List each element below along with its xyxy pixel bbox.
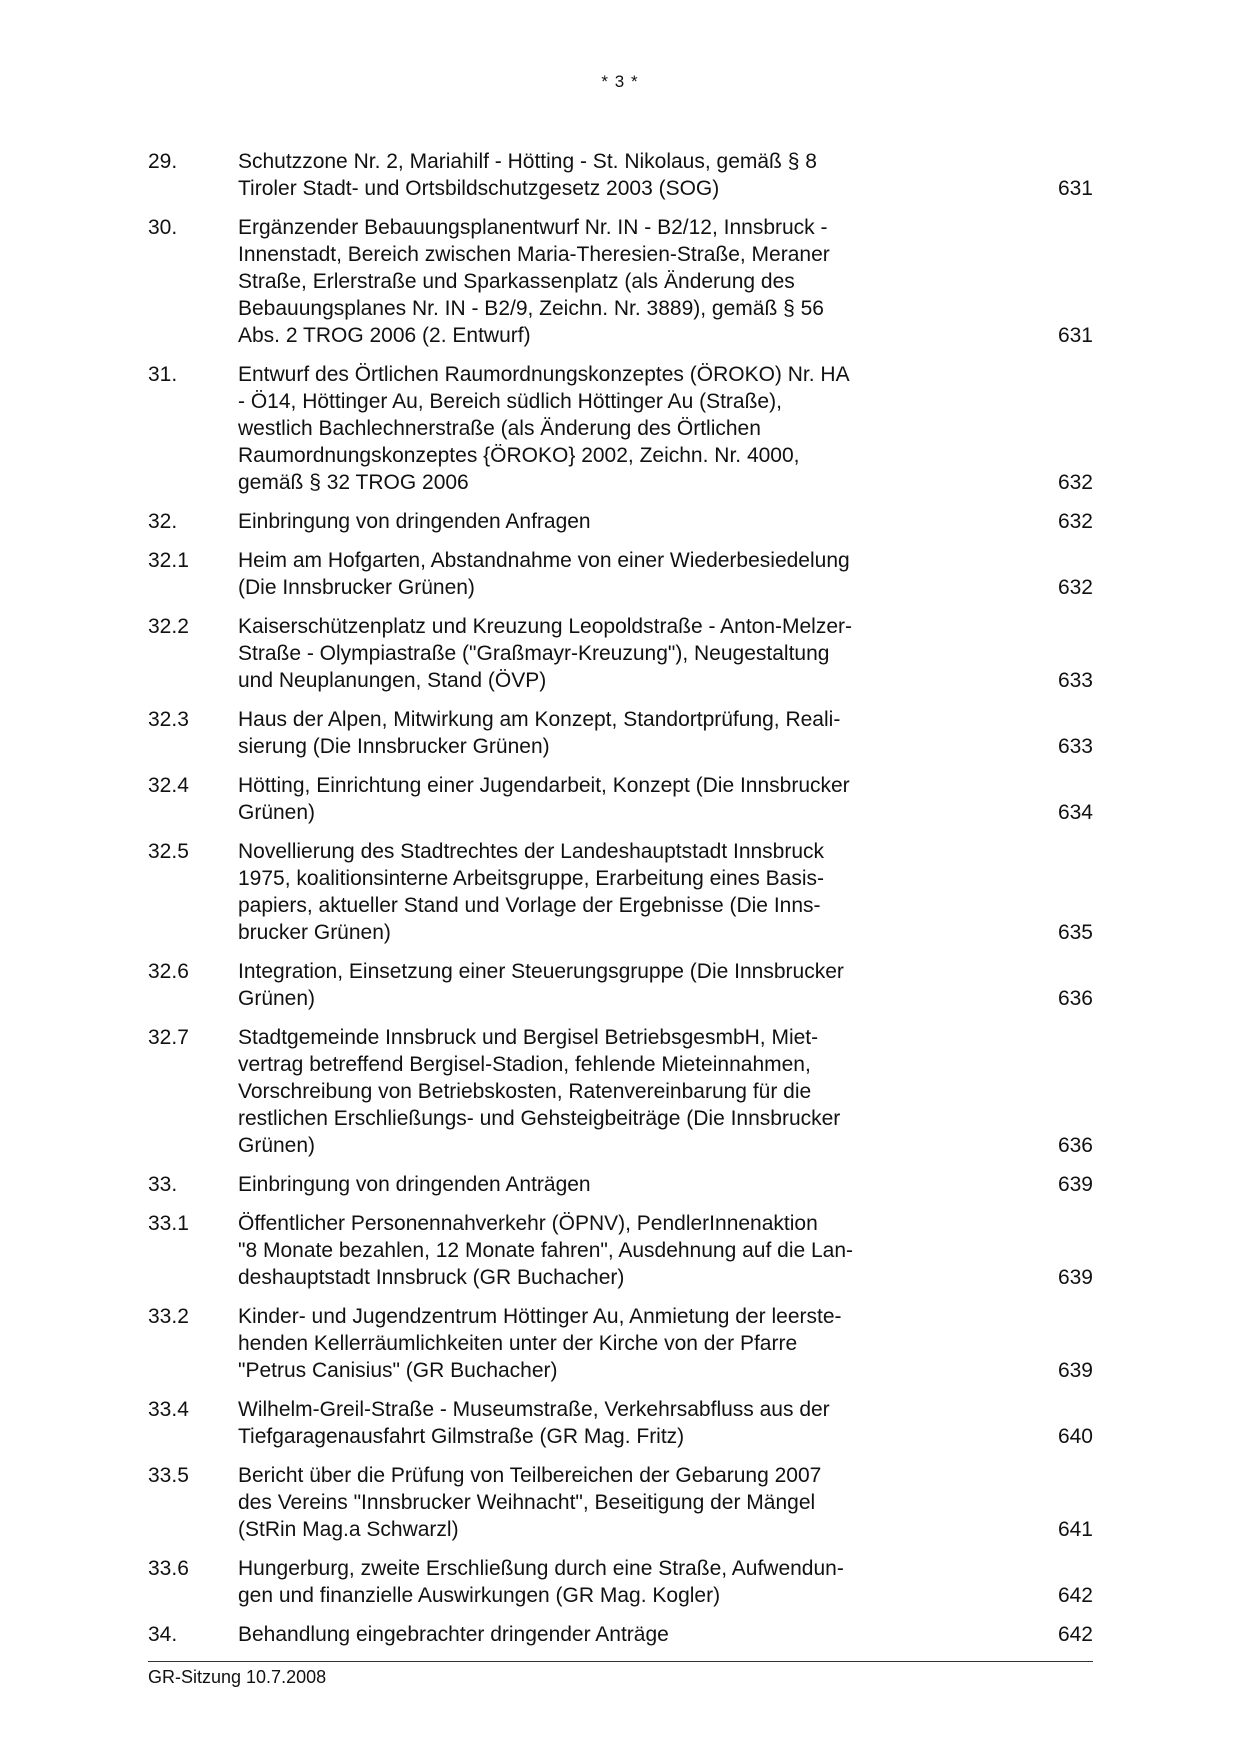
toc-entry-page: 632 (1057, 576, 1093, 599)
footer-session-date: GR-Sitzung 10.7.2008 (148, 1667, 327, 1687)
toc-entry-page: 632 (1057, 510, 1093, 533)
toc-entry (148, 1462, 1093, 1543)
page-number: * 3 * (601, 72, 639, 91)
toc-entry (148, 1210, 1093, 1291)
toc-entry-number: 32.4 (148, 774, 189, 797)
toc-entry-page: 631 (1057, 324, 1093, 347)
toc-entry-title-line: Grünen) (238, 801, 316, 824)
toc-entry (148, 613, 1093, 694)
toc-entry-title (238, 613, 923, 694)
toc-entry-title-line: "8 Monate bezahlen, 12 Monate fahren", Ausdehnung auf die Lan- (238, 1239, 854, 1262)
toc-entry-page: 636 (1057, 1134, 1093, 1157)
toc-entry-title-line: Innenstadt, Bereich zwischen Maria-Theresien-Straße, Meraner (238, 243, 830, 266)
toc-entry-page: 635 (1057, 921, 1093, 944)
toc-entry-title-line: Raumordnungskonzeptes {ÖROKO} 2002, Zeichn. Nr. 4000, (238, 444, 800, 467)
toc-entry (148, 508, 1093, 535)
toc-entry-title-line: westlich Bachlechnerstraße (als Änderung des Örtlichen (238, 417, 761, 440)
toc-entry (148, 547, 1093, 601)
toc-entry-title-line: Abs. 2 TROG 2006 (2. Entwurf) (238, 324, 531, 347)
toc-entry-title (238, 706, 923, 760)
toc-entry (148, 361, 1093, 496)
toc-entry-title-line: und Neuplanungen, Stand (ÖVP) (238, 669, 547, 692)
toc-entry-title (238, 547, 923, 601)
toc-entry-number: 33.2 (148, 1305, 189, 1328)
toc-entry-title-line: papiers, aktueller Stand und Vorlage der Ergebnisse (Die Inns- (238, 894, 821, 917)
toc-entry-title-line: des Vereins "Innsbrucker Weihnacht", Beseitigung der Mängel (238, 1491, 816, 1514)
toc-entry-number: 32.6 (148, 960, 189, 983)
toc-entry-title-line: Entwurf des Örtlichen Raumordnungskonzeptes (ÖROKO) Nr. HA (238, 363, 850, 386)
toc-entry-title-line: Novellierung des Stadtrechtes der Landeshauptstadt Innsbruck (238, 840, 825, 863)
toc-entry-number: 32.2 (148, 615, 189, 638)
toc-entry-number: 33. (148, 1173, 178, 1196)
toc-entry-number: 32.1 (148, 549, 189, 572)
toc-entry-title (238, 1462, 923, 1543)
toc-entry (148, 958, 1093, 1012)
toc-entry-number: 33.4 (148, 1398, 189, 1421)
toc-entry-title (238, 361, 923, 496)
toc-entry (148, 838, 1093, 946)
toc-entry-page: 639 (1057, 1173, 1093, 1196)
toc-entry-title-line: "Petrus Canisius" (GR Buchacher) (238, 1359, 558, 1382)
toc-entry-title (238, 1024, 923, 1159)
toc-entry-title-line: Straße - Olympiastraße ("Graßmayr-Kreuzung"), Neugestaltung (238, 642, 830, 665)
toc-entry-title-line: Einbringung von dringenden Anträgen (238, 1173, 591, 1196)
toc-entry-title-line: - Ö14, Höttinger Au, Bereich südlich Höttinger Au (Straße), (238, 390, 782, 413)
toc-entry-title (238, 838, 923, 946)
toc-entry (148, 772, 1093, 826)
toc-entry (148, 1171, 1093, 1198)
toc-entry-page: 642 (1057, 1584, 1093, 1607)
toc-entry-page: 639 (1057, 1266, 1093, 1289)
toc-entry-title-line: (StRin Mag.a Schwarzl) (238, 1518, 459, 1541)
toc-entry-title (238, 214, 923, 349)
toc-entry-title-line: Stadtgemeinde Innsbruck und Bergisel BetriebsgesmbH, Miet- (238, 1026, 819, 1049)
toc-entry-title (238, 958, 923, 1012)
toc-entry-number: 34. (148, 1623, 178, 1646)
toc-entry-number: 32.5 (148, 840, 189, 863)
toc-entry (148, 1621, 1093, 1648)
toc-entry-title (238, 1171, 923, 1198)
toc-entry-page: 632 (1057, 471, 1093, 494)
toc-entry-title-line: Vorschreibung von Betriebskosten, Ratenvereinbarung für die (238, 1080, 812, 1103)
toc-entry-title-line: Straße, Erlerstraße und Sparkassenplatz (als Änderung des (238, 270, 795, 293)
toc-entry-title-line: Wilhelm-Greil-Straße - Museumstraße, Verkehrsabfluss aus der (238, 1398, 830, 1421)
toc-entry-title-line: (Die Innsbrucker Grünen) (238, 576, 475, 599)
toc-entry-number: 29. (148, 150, 178, 173)
toc-entry-page: 636 (1057, 987, 1093, 1010)
toc-entry-page: 640 (1057, 1425, 1093, 1448)
toc-entry (148, 148, 1093, 202)
toc-entry-title-line: gemäß § 32 TROG 2006 (238, 471, 469, 494)
toc-entry-title-line: deshauptstadt Innsbruck (GR Buchacher) (238, 1266, 625, 1289)
toc-entry-title (238, 772, 923, 826)
toc-entry-page: 634 (1057, 801, 1093, 824)
toc-entry-title-line: restlichen Erschließungs- und Gehsteigbeiträge (Die Innsbrucker (238, 1107, 841, 1130)
toc-entry-title-line: Bericht über die Prüfung von Teilbereichen der Gebarung 2007 (238, 1464, 822, 1487)
toc-entry-title-line: Hötting, Einrichtung einer Jugendarbeit, Konzept (Die Innsbrucker (238, 774, 850, 797)
toc-entry-title (238, 148, 923, 202)
toc-entry-title-line: Integration, Einsetzung einer Steuerungsgruppe (Die Innsbrucker (238, 960, 844, 983)
toc-entry-number: 30. (148, 216, 178, 239)
toc-entry-title-line: Behandlung eingebrachter dringender Anträge (238, 1623, 669, 1646)
toc-entry (148, 214, 1093, 349)
toc-entry-title-line: Hungerburg, zweite Erschließung durch eine Straße, Aufwendun- (238, 1557, 844, 1580)
toc-entry-number: 32.3 (148, 708, 189, 731)
toc-entry-title (238, 1555, 923, 1609)
toc-entry-page: 641 (1057, 1518, 1093, 1541)
toc-entry-number: 32.7 (148, 1026, 189, 1049)
toc-entry-page: 639 (1057, 1359, 1093, 1382)
toc-entry-title-line: Grünen) (238, 1134, 316, 1157)
toc-entry-title-line: gen und finanzielle Auswirkungen (GR Mag. Kogler) (238, 1584, 721, 1607)
toc-entry (148, 1396, 1093, 1450)
toc-entry-title (238, 1210, 923, 1291)
toc-entry-title-line: Bebauungsplanes Nr. IN - B2/9, Zeichn. Nr. 3889), gemäß § 56 (238, 297, 824, 320)
toc-entry (148, 706, 1093, 760)
toc-entry-number: 32. (148, 510, 178, 533)
toc-entry (148, 1024, 1093, 1159)
toc-entry-title (238, 508, 923, 535)
toc-entry-title-line: Öffentlicher Personennahverkehr (ÖPNV), PendlerInnenaktion (238, 1212, 818, 1235)
toc-entry-title-line: Grünen) (238, 987, 316, 1010)
toc-entry-title-line: Tiroler Stadt- und Ortsbildschutzgesetz 2003 (SOG) (238, 177, 720, 200)
toc-entry-title (238, 1396, 923, 1450)
toc-entry (148, 1303, 1093, 1384)
toc-entry-title (238, 1621, 923, 1648)
toc-entry-title-line: Ergänzender Bebauungsplanentwurf Nr. IN - B2/12, Innsbruck - (238, 216, 828, 239)
toc-entry-page: 633 (1057, 735, 1093, 758)
toc-entry-page: 631 (1057, 177, 1093, 200)
toc-entry (148, 1555, 1093, 1609)
toc-entry-title-line: brucker Grünen) (238, 921, 391, 944)
toc-entry-title-line: vertrag betreffend Bergisel-Stadion, fehlende Mieteinnahmen, (238, 1053, 811, 1076)
toc-entry-title-line: Kinder- und Jugendzentrum Höttinger Au, Anmietung der leerste- (238, 1305, 842, 1328)
toc-entry-title-line: Einbringung von dringenden Anfragen (238, 510, 591, 533)
toc-entry-number: 31. (148, 363, 178, 386)
table-of-contents (148, 148, 1093, 1660)
footer-divider (148, 1661, 1093, 1662)
toc-entry-title-line: Kaiserschützenplatz und Kreuzung Leopoldstraße - Anton-Melzer- (238, 615, 853, 638)
toc-entry-number: 33.1 (148, 1212, 189, 1235)
toc-entry-title-line: Tiefgaragenausfahrt Gilmstraße (GR Mag. Fritz) (238, 1425, 685, 1448)
toc-entry-page: 642 (1057, 1623, 1093, 1646)
toc-entry-page: 633 (1057, 669, 1093, 692)
toc-entry-title-line: sierung (Die Innsbrucker Grünen) (238, 735, 550, 758)
toc-entry-title-line: henden Kellerräumlichkeiten unter der Kirche von der Pfarre (238, 1332, 798, 1355)
toc-entry-title-line: 1975, koalitionsinterne Arbeitsgruppe, Erarbeitung eines Basis- (238, 867, 825, 890)
toc-entry-title (238, 1303, 923, 1384)
toc-entry-title-line: Heim am Hofgarten, Abstandnahme von einer Wiederbesiedelung (238, 549, 850, 572)
toc-entry-title-line: Haus der Alpen, Mitwirkung am Konzept, Standortprüfung, Reali- (238, 708, 841, 731)
toc-entry-number: 33.5 (148, 1464, 189, 1487)
toc-entry-number: 33.6 (148, 1557, 189, 1580)
toc-entry-title-line: Schutzzone Nr. 2, Mariahilf - Hötting - St. Nikolaus, gemäß § 8 (238, 150, 817, 173)
